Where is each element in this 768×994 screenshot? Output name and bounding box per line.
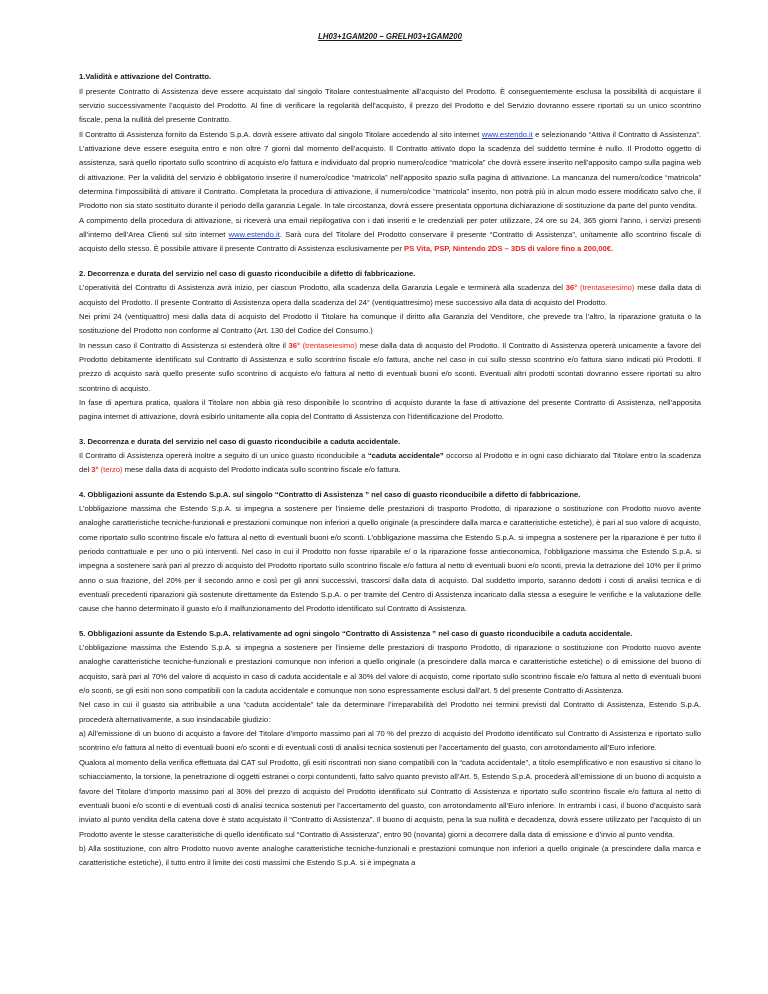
section-2-title: 2. Decorrenza e durata del servizio nel caso di guasto riconducibile a difetto di fabbricazione. [79, 268, 416, 278]
estendo-link-2[interactable]: www.estendo.it [228, 230, 280, 240]
section-1-paragraph-2: Il Contratto di Assistenza fornito da Estendo S.p.A. dovrà essere attivato dal singolo Titolare accedendo al sito internet www.estendo.it e selezionando “Attiva il Contratto di Assistenza”. L’attivazione deve essere eseguita entro e non oltre 7 giorni dal momento dell’acquisto. Il Contratto attivato dopo la scadenza del suddetto termine è nullo. Il Prodotto oggetto di assistenza, sarà quello riportato sullo scontrino di acquisto e/o fattura e individuato dal proprio numero/codice “matricola” che dovrà essere inserito nell’apposito campo sulla pagina web di attivazione. Per la validità del servizio è obbligatorio inserire il numero/codice “matricola” nell’apposito spazio sulla pagina di attivazione. La mancanza del numero/codice “matricola” determina l’impossibilità di attivare il Contratto. Completata la procedura di attivazione, il numero/codice “matricola” inserito, non potrà più in alcun modo essere modificato salvo che, il Prodotto non sia stato sostituito durante il periodo della garanzia Legale. In tale circostanza, dovrà essere presentata opportuna dichiarazione di sostituzione da parte del punto vendita. [79, 129, 702, 211]
section-5-paragraph-5: b) Alla sostituzione, con altro Prodotto nuovo avente analoghe caratteristiche tecniche-funzionali e prestazioni comunque non inferiori a quello originale (a prescindere dalla marca e caratteristiche estetiche), il tutto entro il limite dei costi massimi che Estendo S.p.A. si è impegnata a [79, 843, 701, 868]
section-2-paragraph-3: In nessun caso il Contratto di Assistenza si estenderà oltre il 36° (trentaseiesimo) mese dalla data di acquisto del Prodotto. Il Contratto di Assistenza opererà unicamente a favore del Prodotto debitamente identificato sul Contratto di Assistenza e sullo scontrino fiscale e/o fattura, anche nel caso in cui sullo stesso scontrino e/o fattura siano indicati più Prodotti. Il prezzo di acquisto sarà quello presente sullo scontrino di acquisto e/o fattura al netto di eventuali buoni e/o sconti. Eventuali altri prodotti scontati dovranno essere riportati su altro scontrino di acquisto. [79, 340, 701, 393]
section-1-paragraph-1: Il presente Contratto di Assistenza deve essere acquistato dal singolo Titolare contestualmente all’acquisto del Prodotto. È conseguentemente esclusa la possibilità di acquistare il servizio successivamente l’acquisto del Prodotto. Al fine di verificare la regolarità dell’acquisto, il prezzo del Prodotto e del Servizio dovranno essere riportati su un unico scontrino fiscale, pena la nullità del presente Contratto. [79, 86, 701, 125]
section-3-paragraph-1: Il Contratto di Assistenza opererà inoltre a seguito di un unico guasto riconducibile a “caduta accidentale” occorso al Prodotto e in ogni caso dichiarato dal Titolare entro la scadenza del 3° (terzo) mese dalla data di acquisto del Prodotto indicata sullo scontrino fiscale e/o fattura. [79, 450, 701, 475]
section-5-paragraph-3: a) All’emissione di un buono di acquisto a favore del Titolare d’importo massimo pari al 70 % del prezzo di acquisto del Prodotto identificato sul Contratto di Assistenza e riportato sullo scontrino e/o fattura al netto di eventuali buoni e/o sconti e di eventuali costi di analisi tecnica sostenuti per l’accertamento del guasto, con arrotondamento all’Euro inferiore. [79, 729, 701, 753]
section-5-paragraph-4: Qualora al momento della verifica effettuata dal CAT sul Prodotto, gli esiti riscontrati non siano compatibili con la “caduta accidentale”, a titolo esemplificativo e non esaustivo si citano lo schiacciamento, la torsione, la penetrazione di oggetti estranei o corpi contundenti, fatto salvo quanto previsto all’Art. 5, Estendo S.p.A. procederà all’emissione di un buono di acquisto a favore del Titolare d’importo massimo pari al 30% del prezzo di acquisto del Prodotto identificato sul Contratto di Assistenza e riportato sullo scontrino fiscale e/o fattura al netto di eventuali buoni e/o sconti e di eventuali costi di analisi tecnica sostenuti per l’accertamento del guasto, con arrotondamento all’Euro inferiore. In entrambi i casi, il buono d’acquisto sarà inviato al punto vendita della catena dove è stato acquistato il “Contratto di Assistenza”. Il buono di acquisto, pena la sua nullità e decadenza, dovrà essere utilizzato per l’acquisto di un Prodotto avente le stesse caratteristiche di quello identificato sul “Contratto di Assistenza”, entro 90 (novanta) giorni a decorrere dalla data di emissione e d’invio al punto vendita. [79, 757, 701, 839]
section-2-paragraph-4: In fase di apertura pratica, qualora il Titolare non abbia già reso disponibile lo scontrino di acquisto durante la fase di attivazione del presente Contratto di Assistenza, nell’apposita pagina internet di attivazione, dovrà esibirlo unitamente alla copia del Contratto di Assistenza con l’identificazione del Prodotto. [79, 397, 701, 422]
section-1 [79, 70, 701, 256]
eligible-products: PS Vita, PSP, Nintendo 2DS – 3DS di valore fino a 200,00€. [404, 244, 614, 254]
section-5-paragraph-2: Nel caso in cui il guasto sia attribuibile a una “caduta accidentale” tale da determinare l’irreparabilità del Prodotto nei termini previsti dal Contratto di Assistenza, Estendo S.p.A. procederà alternativamente, a suo insindacabile giudizio: [79, 700, 701, 724]
section-3 [79, 435, 701, 478]
section-1-title: 1.Validità e attivazione del Contratto. [79, 72, 212, 82]
estendo-link[interactable]: www.estendo.it [481, 129, 533, 139]
section-5 [79, 627, 701, 871]
section-2-paragraph-1: L’operatività del Contratto di Assistenza avrà inizio, per ciascun Prodotto, alla scadenza della Garanzia Legale e terminerà alla scadenza del 36° (trentaseiesimo) mese dalla data di acquisto del Prodotto. Il presente Contratto di Assistenza opera dalla scadenza del 24° (ventiquattresimo) mese successivo alla data di acquisto del Prodotto. [79, 283, 701, 307]
section-4-paragraph-1: L’obbligazione massima che Estendo S.p.A. si impegna a sostenere per l’insieme delle prestazioni di trasporto Prodotto, di riparazione o sostituzione con Prodotto nuovo avente analoghe caratteristiche tecniche-funzionali e prestazioni comunque non inferiori a quello originale (a prescindere dalla marca e caratteristiche estetiche), è pari al suo valore di acquisto, come riportato sullo scontrino fiscale e/o fattura al netto di eventuali buoni e/o sconti. L’obbligazione massima che Estendo S.p.A. si impegna a sostenere per la riparazione è per tutto il periodo contrattuale e per uno o più interventi. Nel caso in cui il Prodotto non fosse riparabile e/ o la riparazione fosse antieconomica, l’obbligazione massima che Estendo S.p.A. si impegna a sostenere sarà pari al prezzo di acquisto del Prodotto riportato sullo scontrino fiscale e/o fattura al netto di eventuali buoni e/o sconti, previa la detrazione del 10% per il primo anno o sua frazione, del 20% per il secondo anno e così per gli anni successivi, trascorsi dalla data di acquisto. Dal suddetto importo, saranno dedotti i costi di analisi tecnica e di eventuali precedenti riparazioni già sostenute direttamente da Estendo S.p.A. o per tramite del Centro di Assistenza incaricato dalla stessa a eseguire le verifiche e la valutazione delle cause che hanno determinato il guasto e/o il malfunzionamento del Prodotto identificato sul Contratto di Assistenza. [79, 503, 701, 614]
section-3-title: 3. Decorrenza e durata del servizio nel caso di guasto riconducibile a caduta accidentale. [79, 436, 401, 446]
section-2 [79, 267, 701, 425]
document-page [79, 30, 701, 881]
section-5-title: 5. Obbligazioni assunte da Estendo S.p.A. relativamente ad ogni singolo “Contratto di Assistenza ” nel caso di guasto riconducibile a caduta accidentale. [79, 628, 633, 638]
section-4-title: 4. Obbligazioni assunte da Estendo S.p.A. sul singolo “Contratto di Assistenza ” nel caso di guasto riconducibile a difetto di fabbricazione. [79, 489, 581, 499]
section-5-paragraph-1: L’obbligazione massima che Estendo S.p.A. si impegna a sostenere per l’insieme delle prestazioni di trasporto Prodotto, di riparazione o sostituzione con Prodotto nuovo avente analoghe caratteristiche tecniche-funzionali e prestazioni comunque non inferiori a quello originale (a prescindere dalla marca e caratteristiche estetiche) o di emissione del buono di acquisto, sarà pari al 70% del valore di acquisto in caso di caduta accidentale e al 30% del valore di acquisto, come riportato sullo scontrino fiscale e/o fattura al netto di eventuali buoni e/o sconti, se gli esiti non sono compatibili con la caduta accidentale e comunque non sono espressamente esclusi dall’art. 5 del presente Contratto di Assistenza. [79, 643, 701, 696]
section-4 [79, 488, 701, 617]
section-2-paragraph-2: Nei primi 24 (ventiquattro) mesi dalla data di acquisto del Prodotto il Titolare ha comunque il diritto alla Garanzia del Venditore, che prevede tra l’altro, la riparazione gratuita o la sostituzione del Prodotto non conforme al Contratto (Art. 130 del Codice del Consumo.) [79, 311, 701, 336]
section-1-paragraph-3: A compimento della procedura di attivazione, si riceverà una email riepilogativa con i dati inseriti e le credenziali per poter utilizzare, 24 ore su 24, 365 giorni l’anno, i servizi presenti all’interno dell’Area Clienti sul sito internet www.estendo.it. Sarà cura del Titolare del Prodotto conservare il presente “Contratto di Assistenza”, unitamente allo scontrino fiscale di acquisto dello stesso. È possibile attivare il presente Contratto di Assistenza esclusivamente per PS Vita, PSP, Nintendo 2DS – 3DS di valore fino a 200,00€. [79, 215, 701, 254]
document-title: LH03+1GAM200 – GRELH03+1GAM200 [318, 32, 462, 41]
